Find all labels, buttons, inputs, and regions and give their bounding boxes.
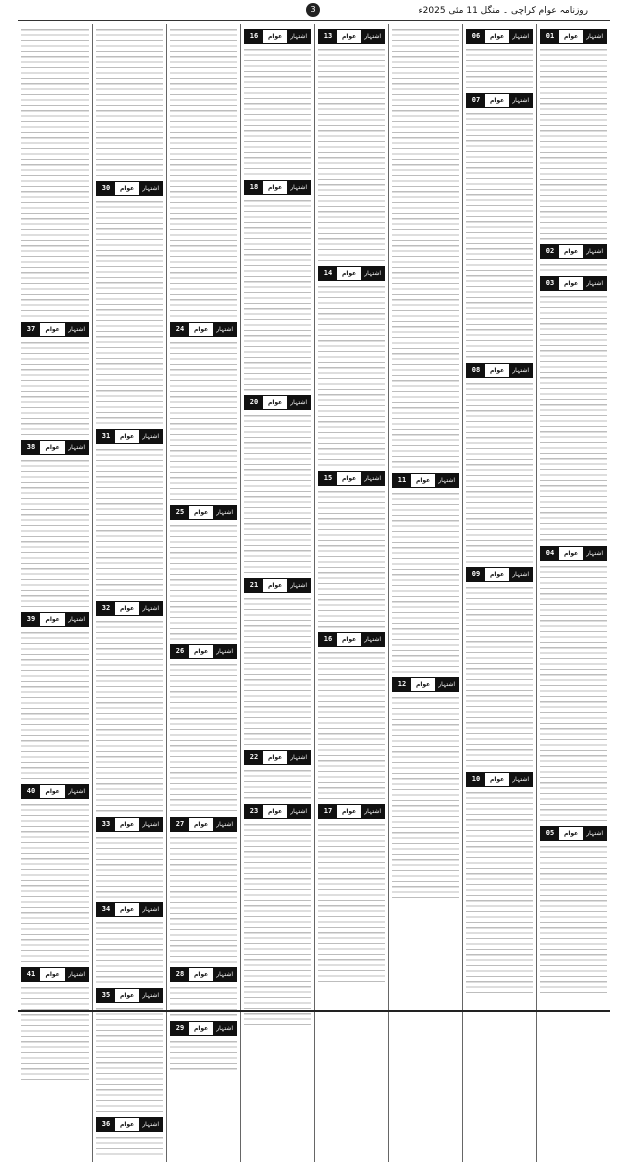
classified-ad (466, 93, 533, 358)
ad-number: 26 (171, 645, 189, 658)
ad-title: عوام (119, 906, 135, 914)
ad-body-text (540, 46, 607, 240)
ad-tag: اشتہار (287, 579, 310, 592)
ad-tag: اشتہار (287, 805, 310, 818)
ad-number: 37 (22, 323, 40, 336)
ad-heading (540, 29, 607, 44)
classified-ad (540, 244, 607, 272)
classified-ad (170, 26, 237, 318)
ad-tag: اشتہار (65, 785, 88, 798)
ad-title: عوام (119, 605, 135, 613)
ad-heading (244, 578, 311, 593)
ad-tag: اشتہار (139, 182, 162, 195)
classified-ad (96, 26, 163, 177)
ad-body-text (170, 522, 237, 641)
newspaper-column (314, 24, 388, 1162)
classified-ad (96, 988, 163, 1113)
ad-title: عوام (489, 571, 505, 579)
classified-ad (466, 772, 533, 994)
newspaper-column (388, 24, 462, 1162)
ad-body-text (170, 1038, 237, 1070)
classified-ad (540, 29, 607, 240)
ad-number: 28 (171, 968, 189, 981)
ad-title: عوام (341, 808, 357, 816)
ad-tag: اشتہار (509, 94, 532, 107)
classified-ad (540, 546, 607, 822)
ad-title: عوام (267, 398, 283, 406)
classified-ad (21, 440, 89, 608)
ad-tag: اشتہار (509, 773, 532, 786)
ad-tag: اشتہار (435, 678, 458, 691)
ad-number: 16 (319, 633, 337, 646)
ad-tag: اشتہار (287, 396, 310, 409)
ad-tag: اشتہار (139, 818, 162, 831)
ad-title: عوام (489, 97, 505, 105)
classified-ad (21, 612, 89, 780)
classified-ad (318, 471, 385, 628)
classified-ad (244, 395, 311, 574)
ad-title: عوام (193, 648, 209, 656)
ad-body-text (21, 801, 89, 963)
ad-heading (96, 817, 163, 832)
ad-title: عوام (341, 635, 357, 643)
ad-body-text (244, 46, 311, 176)
ad-body-text (21, 339, 89, 436)
ad-body-text (540, 563, 607, 822)
ad-number: 15 (319, 472, 337, 485)
ad-tag: اشتہار (139, 989, 162, 1002)
masthead-rule (18, 20, 610, 21)
ad-number: 05 (541, 827, 559, 840)
ad-heading (318, 471, 385, 486)
ad-tag: اشتہار (213, 818, 236, 831)
ad-heading (466, 29, 533, 44)
ad-title: عوام (489, 366, 505, 374)
classified-ad (170, 1021, 237, 1070)
ad-tag: اشتہار (583, 30, 606, 43)
ad-heading (540, 826, 607, 841)
ad-heading (21, 440, 89, 455)
newspaper-column (92, 24, 166, 1162)
ad-tag: اشتہار (583, 547, 606, 560)
ad-body-text (96, 919, 163, 984)
ad-body-text (96, 1134, 163, 1156)
classified-ad (392, 677, 459, 899)
ad-title: عوام (415, 681, 431, 689)
ad-body-text (21, 26, 89, 318)
ad-body-text (96, 834, 163, 899)
ad-heading (96, 429, 163, 444)
ad-number: 16 (245, 30, 263, 43)
ad-number: 27 (171, 818, 189, 831)
ad-title: عوام (267, 33, 283, 40)
ad-number: 11 (393, 474, 411, 487)
ad-heading (244, 29, 311, 44)
ad-number: 04 (541, 547, 559, 560)
ad-title: عوام (563, 280, 579, 288)
ad-body-text (96, 618, 163, 812)
ad-title: عوام (193, 325, 209, 333)
classified-ad (96, 601, 163, 812)
ad-number: 12 (393, 678, 411, 691)
ad-heading (540, 244, 607, 259)
ad-body-text (466, 584, 533, 768)
ad-title: عوام (563, 549, 579, 557)
ad-number: 41 (22, 968, 40, 981)
classified-ad (244, 804, 311, 1026)
ad-heading (466, 772, 533, 787)
ad-number: 35 (97, 989, 115, 1002)
classified-ad (96, 1117, 163, 1156)
ad-heading (392, 677, 459, 692)
ad-number: 13 (319, 30, 337, 43)
ad-title: عوام (119, 992, 135, 1000)
ad-tag: اشتہار (65, 613, 88, 626)
ad-tag: اشتہار (139, 1118, 162, 1131)
ad-tag: اشتہار (213, 323, 236, 336)
ad-body-text (540, 843, 607, 994)
ad-body-text (96, 26, 163, 177)
classified-columns (18, 24, 610, 1129)
ad-title: عوام (119, 820, 135, 828)
ad-heading (318, 266, 385, 281)
ad-heading (170, 1021, 237, 1036)
ad-body-text (244, 412, 311, 574)
ad-title: عوام (563, 829, 579, 837)
ad-body-text (244, 595, 311, 746)
ad-heading (96, 1117, 163, 1132)
masthead (0, 0, 628, 22)
ad-number: 34 (97, 903, 115, 916)
ad-tag: اشتہار (361, 30, 384, 43)
ad-number: 31 (97, 430, 115, 443)
ad-heading (21, 967, 89, 982)
ad-title: عوام (267, 183, 283, 191)
ad-tag: اشتہار (583, 827, 606, 840)
ad-heading (170, 505, 237, 520)
classified-ad (170, 817, 237, 964)
ad-tag: اشتہار (509, 568, 532, 581)
ad-body-text (170, 26, 237, 318)
ad-number: 29 (171, 1022, 189, 1035)
ad-tag: اشتہار (361, 472, 384, 485)
ad-number: 39 (22, 613, 40, 626)
classified-ad (21, 26, 89, 318)
ad-tag: اشتہار (583, 277, 606, 290)
ad-title: عوام (489, 775, 505, 783)
ad-body-text (540, 261, 607, 272)
newspaper-column (166, 24, 240, 1162)
ad-tag: اشتہار (287, 30, 310, 43)
ad-tag: اشتہار (583, 245, 606, 258)
ad-title: عوام (489, 33, 505, 40)
ad-title: عوام (563, 33, 579, 40)
ad-tag: اشتہار (65, 441, 88, 454)
classified-ad (392, 26, 459, 469)
ad-tag: اشتہار (509, 364, 532, 377)
classified-ad (21, 322, 89, 436)
ad-title: عوام (415, 476, 431, 484)
classified-ad (96, 429, 163, 597)
page-number-badge: 3 (306, 3, 320, 17)
ad-title: عوام (45, 443, 60, 451)
date-line: روزنامہ عوام کراچی ۔ منگل 11 مئی 2025ء (418, 6, 588, 16)
ad-number: 21 (245, 579, 263, 592)
ad-body-text (244, 767, 311, 799)
ad-number: 25 (171, 506, 189, 519)
ad-number: 07 (467, 94, 485, 107)
ad-heading (466, 567, 533, 582)
ad-title: عوام (45, 971, 60, 979)
ad-body-text (466, 380, 533, 564)
ad-title: عوام (341, 33, 357, 40)
classified-ad (96, 181, 163, 425)
ad-body-text (540, 293, 607, 541)
ad-heading (21, 612, 89, 627)
classified-ad (244, 180, 311, 391)
classified-ad (392, 473, 459, 674)
classified-ad (244, 750, 311, 799)
ad-body-text (466, 46, 533, 89)
classified-ad (318, 632, 385, 800)
ad-tag: اشتہار (213, 645, 236, 658)
ad-number: 01 (541, 30, 559, 43)
ad-tag: اشتہار (509, 30, 532, 43)
ad-heading (96, 601, 163, 616)
ad-title: عوام (267, 754, 283, 762)
ad-number: 03 (541, 277, 559, 290)
classified-ad (318, 29, 385, 262)
ad-title: عوام (341, 270, 357, 277)
ad-number: 17 (319, 805, 337, 818)
classified-ad (170, 322, 237, 501)
ad-tag: اشتہار (361, 267, 384, 280)
ad-body-text (318, 46, 385, 262)
ad-number: 30 (97, 182, 115, 195)
ad-tag: اشتہار (139, 903, 162, 916)
ad-number: 38 (22, 441, 40, 454)
classified-ad (170, 644, 237, 812)
ad-number: 24 (171, 323, 189, 336)
ad-tag: اشتہار (213, 1022, 236, 1035)
ad-heading (466, 363, 533, 378)
ad-number: 09 (467, 568, 485, 581)
ad-number: 36 (97, 1118, 115, 1131)
ad-body-text (244, 197, 311, 391)
ad-heading (244, 180, 311, 195)
ad-tag: اشتہار (435, 474, 458, 487)
ad-title: عوام (193, 508, 209, 516)
ad-body-text (392, 694, 459, 899)
ad-body-text (96, 446, 163, 597)
ad-body-text (318, 488, 385, 628)
ad-body-text (96, 198, 163, 425)
ad-number: 33 (97, 818, 115, 831)
ad-heading (244, 804, 311, 819)
ad-tag: اشتہار (213, 968, 236, 981)
newspaper-column (462, 24, 536, 1162)
ad-heading (244, 395, 311, 410)
newspaper-column (18, 24, 92, 1162)
ad-tag: اشتہار (213, 506, 236, 519)
ad-heading (96, 988, 163, 1003)
ad-number: 14 (319, 267, 337, 280)
ad-body-text (170, 339, 237, 501)
ad-body-text (170, 661, 237, 812)
newspaper-column (240, 24, 314, 1162)
ad-heading (318, 632, 385, 647)
ad-heading (318, 804, 385, 819)
ad-title: عوام (193, 1024, 209, 1032)
ad-title: عوام (45, 788, 60, 796)
ad-heading (540, 546, 607, 561)
ad-body-text (392, 490, 459, 674)
ad-title: عوام (267, 807, 283, 815)
classified-ad (96, 817, 163, 899)
ad-number: 02 (541, 245, 559, 258)
ad-body-text (21, 457, 89, 608)
classified-ad (466, 567, 533, 768)
ad-heading (318, 29, 385, 44)
ad-body-text (466, 110, 533, 358)
ad-heading (170, 644, 237, 659)
ad-tag: اشتہار (139, 430, 162, 443)
ad-number: 18 (245, 181, 263, 194)
ad-title: عوام (119, 185, 135, 193)
ad-body-text (318, 821, 385, 983)
ad-tag: اشتہار (361, 805, 384, 818)
ad-body-text (392, 26, 459, 469)
ad-number: 06 (467, 30, 485, 43)
classified-ad (466, 363, 533, 564)
classified-ad (244, 29, 311, 176)
ad-title: عوام (193, 971, 209, 979)
classified-ad (244, 578, 311, 746)
ad-title: عوام (341, 474, 357, 482)
ad-number: 40 (22, 785, 40, 798)
ad-title: عوام (45, 325, 60, 333)
footer-rule (18, 1010, 610, 1012)
ad-number: 23 (245, 805, 263, 818)
classified-ad (318, 804, 385, 983)
ad-body-text (170, 834, 237, 964)
ad-tag: اشتہار (139, 602, 162, 615)
ad-heading (392, 473, 459, 488)
classified-ad (21, 784, 89, 963)
ad-heading (170, 817, 237, 832)
ad-heading (96, 181, 163, 196)
ad-number: 10 (467, 773, 485, 786)
ad-body-text (466, 789, 533, 994)
ad-title: عوام (119, 432, 135, 440)
ad-number: 22 (245, 751, 263, 764)
ad-heading (540, 276, 607, 291)
ad-tag: اشتہار (287, 751, 310, 764)
ad-body-text (318, 649, 385, 800)
ad-number: 20 (245, 396, 263, 409)
ad-tag: اشتہار (65, 323, 88, 336)
ad-body-text (318, 283, 385, 467)
classified-ad (540, 826, 607, 994)
ad-heading (21, 322, 89, 337)
classified-ad (540, 276, 607, 541)
ad-heading (466, 93, 533, 108)
classified-ad (21, 967, 89, 1081)
classified-ad (170, 505, 237, 641)
ad-body-text (21, 984, 89, 1081)
ad-body-text (96, 1005, 163, 1113)
classified-ad (466, 29, 533, 89)
ad-title: عوام (119, 1121, 135, 1129)
ad-heading (96, 902, 163, 917)
ad-body-text (244, 821, 311, 1026)
ad-tag: اشتہار (65, 968, 88, 981)
ad-title: عوام (563, 248, 579, 256)
ad-body-text (21, 629, 89, 780)
ad-title: عوام (267, 581, 283, 589)
ad-heading (170, 322, 237, 337)
ad-heading (170, 967, 237, 982)
ad-heading (244, 750, 311, 765)
newspaper-column (536, 24, 610, 1162)
classified-ad (96, 902, 163, 984)
ad-title: عوام (45, 615, 60, 623)
ad-tag: اشتہار (287, 181, 310, 194)
ad-title: عوام (193, 820, 209, 828)
ad-heading (21, 784, 89, 799)
ad-tag: اشتہار (361, 633, 384, 646)
ad-number: 08 (467, 364, 485, 377)
ad-number: 32 (97, 602, 115, 615)
classified-ad (318, 266, 385, 467)
